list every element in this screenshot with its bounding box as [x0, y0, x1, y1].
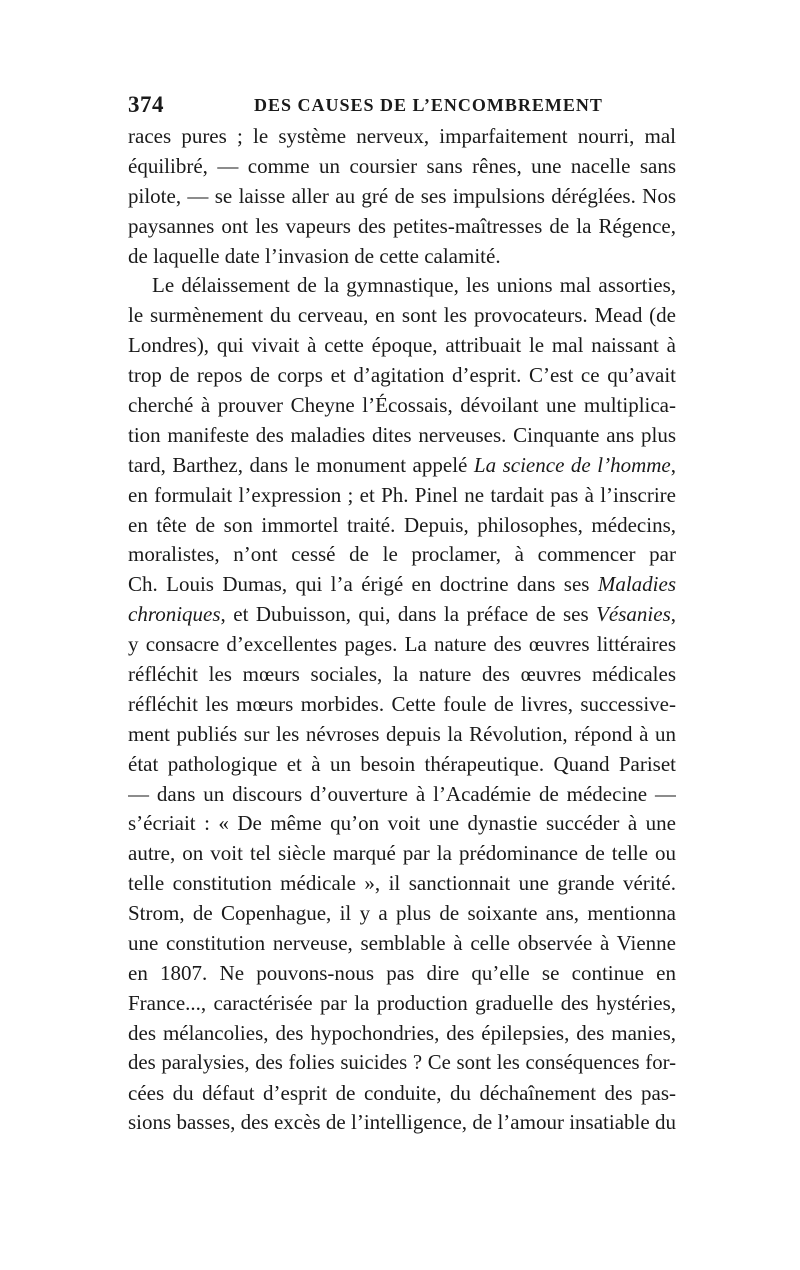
text-line: des mélancolies, des hypochondries, des épilepsies, des manies, — [128, 1020, 676, 1045]
text-line: Strom, de Copenhague, il y a plus de soixante ans, mentionna — [128, 901, 676, 926]
text-line: cherché à prouver Cheyne l’Écossais, dévoilant une multiplica- — [128, 393, 676, 418]
text-line: état pathologique et à un besoin thérapeutique. Quand Pariset — [128, 751, 676, 776]
text-line: s’écriait : « De même qu’on voit une dynastie succéder à une — [128, 811, 676, 836]
text-line: moralistes, n’ont cessé de le proclamer, à commencer par — [128, 542, 676, 567]
text-line: Londres), qui vivait à cette époque, attribuait le mal naissant à — [128, 333, 676, 358]
text-line: de laquelle date l’invasion de cette calamité. — [128, 243, 501, 268]
body-text — [128, 122, 676, 1138]
text-line: France..., caractérisée par la production graduelle des hystéries, — [128, 990, 676, 1015]
text-line: tion manifeste des maladies dites nerveuses. Cinquante ans plus — [128, 422, 676, 447]
text-line: en tête de son immortel traité. Depuis, philosophes, médecins, — [128, 512, 676, 537]
text-line: en 1807. Ne pouvons-nous pas dire qu’elle se continue en — [128, 960, 676, 985]
text-line: trop de repos de corps et d’agitation d’esprit. C’est ce qu’avait — [128, 363, 676, 388]
text-line: paysannes ont les vapeurs des petites-maîtresses de la Régence, — [128, 213, 676, 238]
text-line: une constitution nerveuse, semblable à celle observée à Vienne — [128, 931, 676, 956]
page-number: 374 — [128, 92, 164, 117]
text-line: en formulait l’expression ; et Ph. Pinel ne tardait pas à l’inscrire — [128, 482, 676, 507]
text-line: sions basses, des excès de l’intelligence, de l’amour insatiable du — [128, 1110, 676, 1135]
text-line: cées du défaut d’esprit de conduite, du déchaînement des pas- — [128, 1080, 676, 1105]
page-header — [128, 92, 676, 118]
text-line: y consacre d’excellentes pages. La nature des œuvres littéraires — [128, 632, 676, 657]
text-line: Ch. Louis Dumas, qui l’a érigé en doctrine dans ses Maladies — [128, 572, 676, 597]
text-line: pilote, — se laisse aller au gré de ses impulsions déréglées. Nos — [128, 183, 676, 208]
text-line: races pures ; le système nerveux, imparfaitement nourri, mal — [128, 124, 676, 148]
text-line: des paralysies, des folies suicides ? Ce sont les conséquences for- — [128, 1051, 676, 1074]
text-line: chroniques, et Dubuisson, qui, dans la préface de ses Vésanies, — [128, 602, 676, 627]
text-line: telle constitution médicale », il sanctionnait une grande vérité. — [128, 871, 676, 896]
text-line: réfléchit les mœurs morbides. Cette foule de livres, successive- — [128, 691, 676, 716]
text-line: équilibré, — comme un coursier sans rênes, une nacelle sans — [128, 153, 676, 178]
text-line: autre, on voit tel siècle marqué par la prédominance de telle ou — [128, 841, 676, 866]
text-line: tard, Barthez, dans le monument appelé La science de l’homme, — [128, 452, 676, 477]
running-head: DES CAUSES DE L’ENCOMBREMENT — [254, 95, 603, 115]
text-line: le surmènement du cerveau, en sont les provocateurs. Mead (de — [128, 303, 676, 328]
text-line: réfléchit les mœurs sociales, la nature des œuvres médicales — [128, 662, 676, 687]
text-line: Le délaissement de la gymnastique, les unions mal assorties, — [152, 273, 676, 298]
text-line: ment publiés sur les névroses depuis la Révolution, répond à un — [128, 721, 676, 746]
text-line: — dans un discours d’ouverture à l’Académie de médecine — — [128, 781, 676, 806]
